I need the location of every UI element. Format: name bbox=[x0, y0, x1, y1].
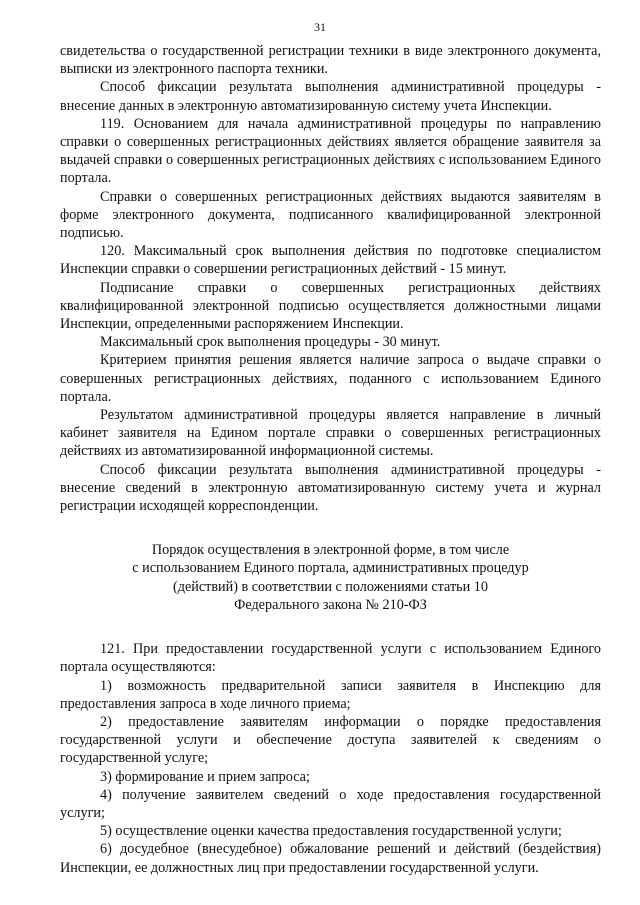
heading-line: с использованием Единого портала, административных процедур bbox=[132, 560, 529, 577]
paragraph: Способ фиксации результата выполнения административной процедуры - внесение сведений в электронную автоматизированную систему учета и журнал регистрации исходящей корреспонденции. bbox=[60, 461, 601, 515]
paragraph: Критерием принятия решения является наличие запроса о выдаче справки о совершенных регистрационных действиях, поданного с использованием Единого портала. bbox=[60, 352, 601, 405]
list-item: 3) формирование и прием запроса; bbox=[100, 768, 310, 785]
list-item: 5) осуществление оценки качества предоставления государственной услуги; bbox=[100, 823, 562, 840]
paragraph: Максимальный срок выполнения процедуры - 30 минут. bbox=[100, 334, 441, 351]
paragraph: Подписание справки о совершенных регистрационных действиях квалифицированной электронной подписью осуществляется должностными лицами Инспекции, определенными распоряжением Инспекции. bbox=[60, 279, 601, 333]
paragraph: 119. Основанием для начала административной процедуры по направлению справки о совершенных регистрационных действиях является обращение заявителя за выдачей справки о совершенных регистрационных действиях с использованием Единого портала. bbox=[60, 115, 601, 187]
paragraph: 121. При предоставлении государственной услуги с использованием Единого портала осуществляются: bbox=[60, 641, 601, 676]
section-heading bbox=[60, 541, 601, 614]
heading-line: Порядок осуществления в электронной форме, в том числе bbox=[151, 542, 510, 559]
list-item: 4) получение заявителем сведений о ходе предоставления государственной услуги; bbox=[60, 786, 601, 821]
list-item: 1) возможность предварительной записи заявителя в Инспекцию для предоставления запроса в ходе личного приема; bbox=[60, 677, 601, 712]
paragraph: Способ фиксации результата выполнения административной процедуры - внесение данных в электронную автоматизированную систему учета Инспекции. bbox=[60, 79, 601, 114]
paragraph: 120. Максимальный срок выполнения действия по подготовке специалистом Инспекции справки о совершении регистрационных действий - 15 минут. bbox=[60, 243, 601, 278]
document-body bbox=[60, 42, 601, 877]
paragraph: Справки о совершенных регистрационных действиях выдаются заявителям в форме электронного документа, подписанного квалифицированной электронной подписью. bbox=[60, 188, 601, 242]
list-item: 2) предоставление заявителям информации о порядке предоставления государственной услуги и обеспечение доступа заявителей к сведениям о государственной услуге; bbox=[60, 713, 601, 767]
heading-line: (действий) в соответствии с положениями статьи 10 bbox=[173, 578, 488, 595]
heading-line: Федерального закона № 210-ФЗ bbox=[234, 596, 427, 613]
list-item: 6) досудебное (внесудебное) обжалование решений и действий (бездействия) Инспекции, ее должностных лиц при предоставлении государственной услуги. bbox=[60, 841, 601, 876]
paragraph: Результатом административной процедуры является направление в личный кабинет заявителя на Едином портале справки о совершенных регистрационных действиях из автоматизированной информационной системы. bbox=[60, 407, 601, 460]
paragraph: свидетельства о государственной регистрации техники в виде электронного документа, выписки из электронного паспорта техники. bbox=[60, 43, 601, 78]
page-number: 31 bbox=[314, 20, 326, 34]
